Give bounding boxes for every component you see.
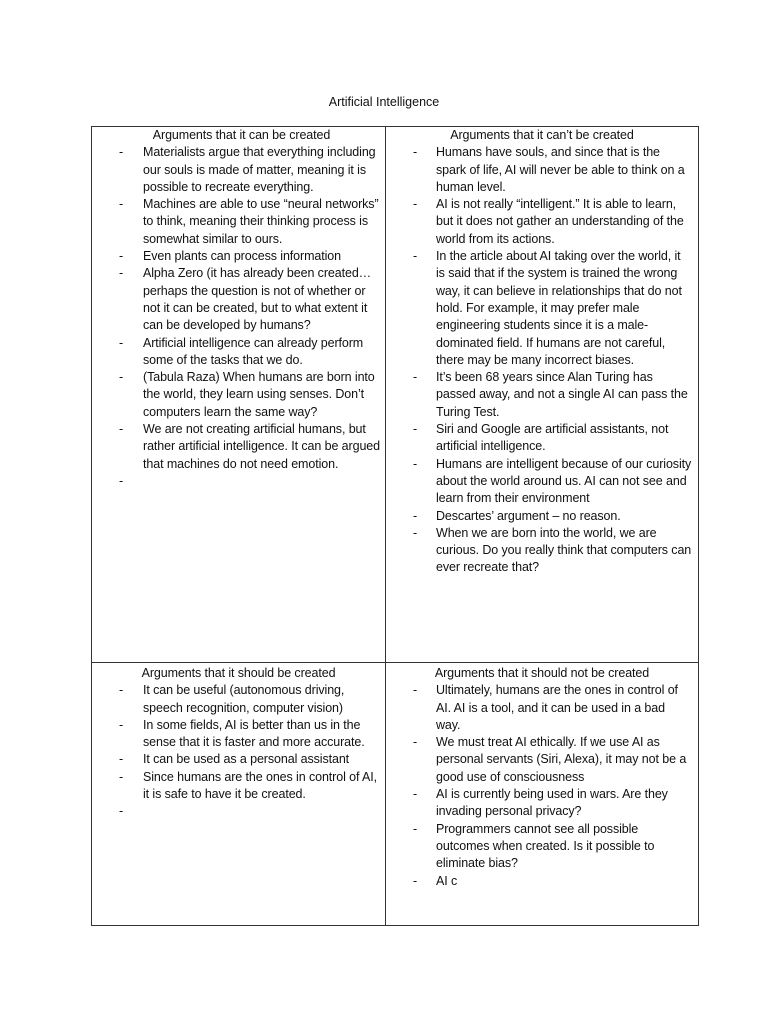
argument-text: Machines are able to use “neural networks” to think, meaning their thinking process is somewhat similar to ours. (143, 197, 379, 246)
table-row-divider (92, 662, 698, 663)
bullet-dash: - (413, 525, 418, 540)
list-item (92, 369, 385, 421)
cell-should-not-be-created (386, 665, 698, 890)
bullet-dash: - (413, 873, 418, 888)
argument-text: Descartes’ argument – no reason. (436, 508, 621, 523)
list-item (386, 248, 698, 369)
cell-should-be-created (92, 665, 385, 819)
argument-text: Since humans are the ones in control of AI, it is safe to have it be created. (143, 769, 378, 802)
bullet-dash: - (119, 717, 124, 732)
argument-text: We are not creating artificial humans, but rather artificial intelligence. It can be argued that machines do not need emotion. (143, 422, 381, 471)
list-item (386, 734, 698, 786)
bullet-dash: - (119, 335, 124, 350)
bullet-dash: - (413, 422, 418, 437)
list-item (386, 682, 698, 734)
argument-text: It’s been 68 years since Alan Turing has passed away, and not a single AI can pass the Turing Test. (436, 370, 688, 419)
list-item (92, 717, 385, 752)
bullet-dash: - (119, 370, 124, 385)
argument-list (92, 682, 385, 819)
cell-heading: Arguments that it can’t be created (450, 128, 634, 142)
argument-text: Humans have souls, and since that is the spark of life, AI will never be able to think on a human level. (436, 145, 685, 194)
bullet-dash: - (413, 508, 418, 523)
list-item (92, 265, 385, 334)
list-item (92, 196, 385, 248)
bullet-dash: - (413, 456, 418, 471)
bullet-dash: - (119, 145, 124, 160)
bullet-dash: - (119, 752, 124, 767)
argument-text: We must treat AI ethically. If we use AI as personal servants (Siri, Alexa), it may not be a good use of consciousness (436, 735, 687, 784)
argument-text: Alpha Zero (it has already been created… perhaps the question is not of whether or not it can be created, but to what extent it can be developed by humans? (143, 266, 372, 333)
argument-text: Materialists argue that everything including our souls is made of matter, meaning it is possible to recreate everything. (143, 145, 376, 194)
bullet-dash: - (119, 804, 124, 819)
list-item (92, 751, 385, 768)
list-item (386, 873, 698, 890)
bullet-dash: - (119, 249, 124, 264)
argument-text: Siri and Google are artificial assistants, not artificial intelligence. (436, 422, 669, 454)
list-item (386, 456, 698, 508)
list-item (386, 144, 698, 196)
argument-text: AI c (436, 873, 458, 888)
bullet-dash: - (413, 370, 418, 385)
argument-text: It can be used as a personal assistant (143, 752, 350, 767)
argument-text: Programmers cannot see all possible outcomes when created. Is it possible to eliminate bias? (436, 821, 655, 871)
bullet-dash: - (119, 197, 124, 212)
bullet-dash: - (119, 683, 124, 698)
bullet-dash: - (413, 735, 418, 750)
argument-text: In some fields, AI is better than us in the sense that it is faster and more accurate. (143, 717, 365, 750)
list-item (386, 821, 698, 873)
cell-heading: Arguments that it should not be created (434, 666, 650, 680)
argument-list (92, 144, 385, 488)
list-item (386, 369, 698, 421)
argument-text: AI is not really “intelligent.” It is able to learn, but it does not gather an understanding of the world from its actions. (436, 197, 684, 246)
cell-heading: Arguments that it can be created (152, 128, 331, 142)
cell-can-be-created (92, 127, 385, 488)
argument-text: AI is currently being used in wars. Are they invading personal privacy? (436, 787, 668, 819)
bullet-dash: - (413, 197, 418, 212)
cell-cant-be-created (386, 127, 698, 577)
argument-text: Humans are intelligent because of our curiosity about the world around us. AI can not see and learn from their environment (436, 456, 692, 506)
bullet-dash: - (119, 769, 124, 784)
list-item (92, 682, 385, 717)
bullet-dash: - (413, 145, 418, 160)
list-item (386, 508, 698, 525)
page-title: Artificial Intelligence (328, 95, 440, 109)
bullet-dash: - (413, 249, 418, 264)
argument-text: Artificial intelligence can already perform some of the tasks that we do. (143, 335, 364, 367)
bullet-dash: - (119, 473, 124, 488)
argument-text: Even plants can process information (143, 249, 341, 264)
list-item (92, 335, 385, 370)
argument-text: It can be useful (autonomous driving, speech recognition, computer vision) (143, 683, 345, 715)
list-item (386, 421, 698, 456)
argument-list (386, 682, 698, 890)
arguments-table (91, 126, 699, 926)
bullet-dash: - (413, 787, 418, 802)
argument-text: In the article about AI taking over the world, it is said that if the system is trained the wrong way, it can believe in relationships that do not hold. For example, it may prefer male engineering students since it is a male-dominated field. If humans are not careful, there may be many incorrect biases. (436, 249, 682, 367)
argument-text: Ultimately, humans are the ones in control of AI. AI is a tool, and it can be used in a bad way. (436, 683, 678, 732)
bullet-dash: - (119, 266, 124, 281)
cell-heading: Arguments that it should be created (141, 666, 336, 680)
argument-text: (Tabula Raza) When humans are born into the world, they learn using senses. Don’t computers learn the same way? (143, 370, 375, 419)
list-item (92, 769, 385, 804)
list-item (92, 248, 385, 265)
list-item (386, 196, 698, 248)
list-item (92, 421, 385, 473)
argument-list (386, 144, 698, 576)
bullet-dash: - (413, 683, 418, 698)
list-item (386, 786, 698, 821)
bullet-dash: - (413, 821, 418, 836)
bullet-dash: - (119, 422, 124, 437)
list-item (386, 525, 698, 577)
argument-text: When we are born into the world, we are curious. Do you really think that computers can ever recreate that? (436, 525, 692, 575)
list-item (92, 144, 385, 196)
